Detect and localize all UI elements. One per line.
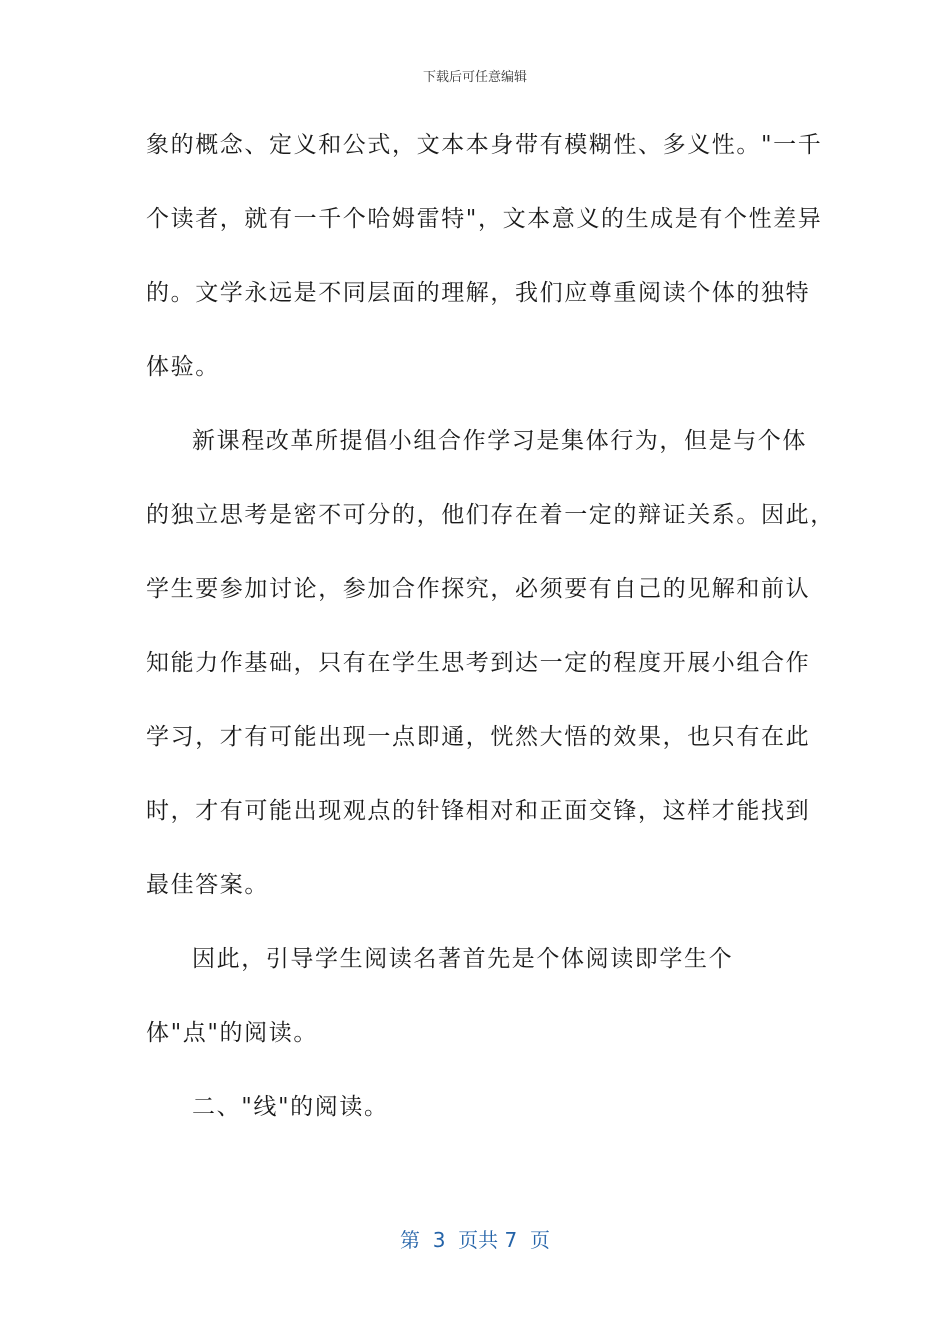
page-number-footer: 第 3 页共 7 页 [400, 1228, 550, 1252]
text-line: 知能力作基础，只有在学生思考到达一定的程度开展小组合作 [146, 650, 811, 676]
section-heading: 二、"线"的阅读。 [192, 1094, 389, 1120]
page-header: 下载后可任意编辑 [422, 70, 527, 85]
text-line: 时，才有可能出现观点的针锋相对和正面交锋，这样才能找到 [146, 798, 811, 824]
text-line: 最佳答案。 [146, 872, 269, 898]
text-line: 体验。 [146, 354, 220, 380]
text-line: 学习，才有可能出现一点即通，恍然大悟的效果，也只有在此 [146, 724, 811, 750]
paragraph-start-line: 因此，引导学生阅读名著首先是个体阅读即学生个 [192, 946, 734, 972]
text-line: 象的概念、定义和公式，文本本身带有模糊性、多义性。"一千 [146, 132, 823, 158]
text-line: 体"点"的阅读。 [146, 1020, 318, 1046]
text-line: 的独立思考是密不可分的，他们存在着一定的辩证关系。因此， [146, 502, 835, 528]
text-line: 的。文学永远是不同层面的理解，我们应尊重阅读个体的独特 [146, 280, 811, 306]
paragraph-start-line: 新课程改革所提倡小组合作学习是集体行为，但是与个体 [192, 428, 807, 454]
text-line: 学生要参加讨论，参加合作探究，必须要有自己的见解和前认 [146, 576, 811, 602]
text-line: 个读者，就有一千个哈姆雷特"，文本意义的生成是有个性差异 [146, 206, 823, 232]
document-body [146, 120, 835, 1156]
